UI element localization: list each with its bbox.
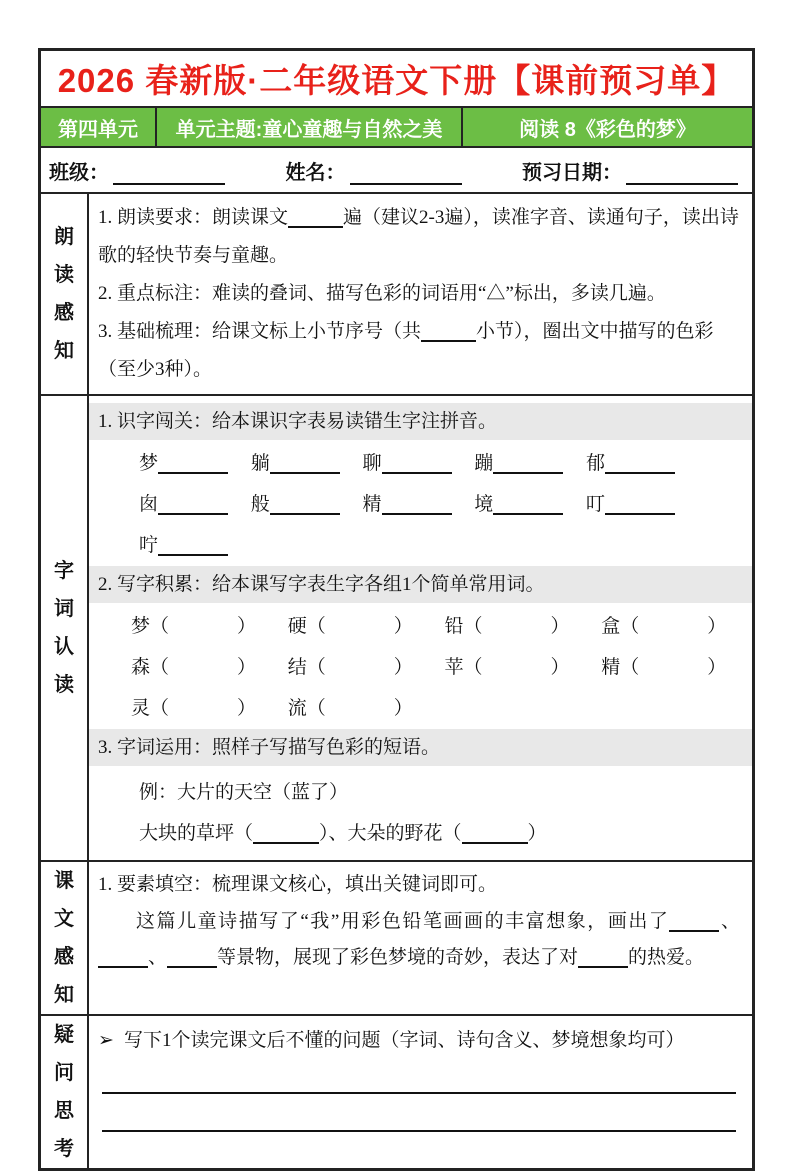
times-blank-field[interactable] [288,209,343,228]
pinyin-blank-field[interactable] [158,496,228,515]
pinyin-item: 般 [251,484,358,525]
pinyin-blank-field[interactable] [605,455,675,474]
section-word-reading [41,396,752,862]
reading-item-3: 3. 基础梳理：给课文标上小节序号（共 小节），圈出文中描写的色彩（至少3种）。 [98,321,714,380]
pinyin-item: 郁 [586,443,693,484]
pinyin-item: 境 [474,484,581,525]
pinyin-row [89,443,752,484]
pinyin-item: 聊 [363,443,470,484]
word-row [89,647,752,688]
date-label: 预习日期： [522,161,622,184]
class-group [49,156,225,185]
phrase-blank-field[interactable] [253,825,319,844]
section-text-perception [41,862,752,1016]
pinyin-item: 梦 [139,443,246,484]
pinyin-item: 躺 [251,443,358,484]
section-label-cell [41,1016,89,1168]
question-prompt: ➢ 写下1个读完课文后不懂的问题（字词、诗句含义、梦境想象均可） [98,1022,740,1059]
pinyin-item: 囱 [139,484,246,525]
info-row [41,148,752,194]
pinyin-item: 蹦 [474,443,581,484]
word-item: 苹（ ） [444,657,570,678]
pinyin-grid [89,443,752,566]
lesson-cell: 阅读 8《彩色的梦》 [461,108,752,146]
section-reading-perception [41,194,752,396]
reading-item-2: 2. 重点标注：难读的叠词、描写色彩的词语用“△”标出，多读几遍。 [98,283,666,304]
subtask-header-words: 2. 写字积累：给本课写字表生字各组1个简单常用词。 [89,566,752,603]
subtask-header-pinyin: 1. 识字闯关：给本课识字表易读错生字注拼音。 [89,403,752,440]
pinyin-blank-field[interactable] [493,455,563,474]
pinyin-blank-field[interactable] [382,496,452,515]
reading-item-1: 1. 朗读要求：朗读课文 遍（建议2-3遍），读准字音、读通句子，读出诗歌的轻快节奏与童趣。 [98,207,739,266]
section-label-cell [41,396,89,860]
worksheet [38,48,755,1171]
word-item: 盒（ ） [601,616,727,637]
section-question-thinking [41,1016,752,1168]
page-title: 2026 春新版·二年级语文下册【课前预习单】 [57,62,736,99]
pinyin-row [89,484,752,525]
section-label: 疑问思考 [54,1024,74,1160]
scene-blank-field[interactable] [167,949,217,968]
pinyin-item: 精 [363,484,470,525]
section-content [89,862,752,1014]
pinyin-blank-field[interactable] [493,496,563,515]
unit-cell: 第四单元 [58,118,138,141]
pinyin-row [89,525,752,566]
scene-blank-field[interactable] [98,949,148,968]
unit-bar [41,108,752,148]
class-label: 班级： [49,161,109,184]
section-label-cell [41,194,89,394]
title-row [41,51,752,108]
theme-blank-field[interactable] [578,949,628,968]
word-item: 硬（ ） [287,616,413,637]
usage-practice: 大块的草坪（ ）、大朵的野花（ ） [139,823,547,844]
unit-theme-cell: 单元主题:童心童趣与自然之美 [155,108,461,146]
word-item: 流（ ） [287,698,413,719]
date-blank-field[interactable] [626,161,738,185]
word-item: 结（ ） [287,657,413,678]
word-item: 灵（ ） [131,698,257,719]
pinyin-item: 叮 [586,484,693,525]
fill-in-paragraph: 这篇儿童诗描写了“我”用彩色铅笔画画的丰富想象，画出了 、、 等景物，展现了彩色梦境的奇妙，表达了对 的热爱。 [98,904,740,976]
class-blank-field[interactable] [113,161,225,185]
subtask-header-usage: 3. 字词运用：照样子写描写色彩的短语。 [89,729,752,766]
pinyin-item: 咛 [139,525,246,566]
stanza-count-blank-field[interactable] [421,323,476,342]
pinyin-blank-field[interactable] [158,537,228,556]
word-item: 森（ ） [131,657,257,678]
word-item: 精（ ） [601,657,727,678]
pinyin-blank-field[interactable] [270,455,340,474]
section-label: 课文感知 [54,870,74,1006]
answer-line-field[interactable] [102,1130,736,1132]
word-grid [89,606,752,729]
pinyin-blank-field[interactable] [382,455,452,474]
word-row [89,606,752,647]
section-content [89,194,752,394]
arrow-bullet-icon: ➢ [98,1029,114,1051]
answer-area [98,1092,740,1132]
word-row [89,688,752,729]
section-content [89,396,752,860]
scene-blank-field[interactable] [669,913,719,932]
date-group [522,156,738,185]
name-group [286,156,462,185]
pinyin-blank-field[interactable] [158,455,228,474]
fill-in-header: 1. 要素填空：梳理课文核心，填出关键词即可。 [98,874,498,895]
pinyin-blank-field[interactable] [605,496,675,515]
section-label-cell [41,862,89,1014]
section-label: 字词认读 [54,560,74,696]
name-blank-field[interactable] [350,161,462,185]
section-label: 朗读感知 [54,226,74,362]
phrase-blank-field[interactable] [462,825,528,844]
word-item: 梦（ ） [131,616,257,637]
pinyin-blank-field[interactable] [270,496,340,515]
word-item: 铅（ ） [444,616,570,637]
name-label: 姓名： [285,161,346,184]
section-content [89,1016,752,1168]
usage-example: 例：大片的天空（蓝了） [139,782,349,803]
answer-line-field[interactable] [102,1092,736,1094]
